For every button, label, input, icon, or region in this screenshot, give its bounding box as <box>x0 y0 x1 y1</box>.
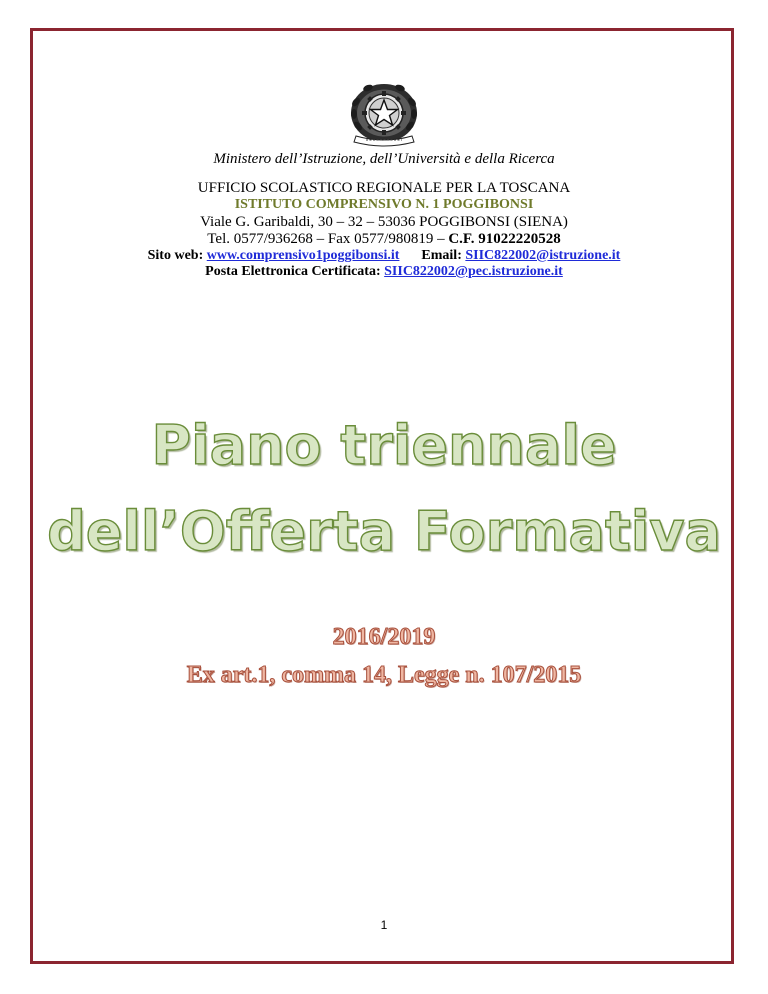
law-reference: Ex art.1, comma 14, Legge n. 107/2015 <box>186 662 582 688</box>
document-title-line-1: Piano triennale <box>151 414 617 477</box>
regional-office: UFFICIO SCOLASTICO REGIONALE PER LA TOSCANA <box>197 180 571 196</box>
document-years: 2016/2019 <box>332 624 436 650</box>
institute-name: ISTITUTO COMPRENSIVO N. 1 POGGIBONSI <box>234 197 534 212</box>
document-title-line-2: dell’Offerta Formativa <box>47 500 721 563</box>
ministry-name: Ministero dell’Istruzione, dell’Università e della Ricerca <box>213 151 555 167</box>
website-email-line <box>0 248 768 264</box>
contact-phone-line <box>0 231 768 248</box>
pec-label: Posta Elettronica Certificata: <box>205 264 385 279</box>
email-link[interactable]: SIIC822002@istruzione.it <box>465 248 621 263</box>
tax-code: C.F. 91022220528 <box>448 231 561 247</box>
pec-link[interactable]: SIIC822002@pec.istruzione.it <box>384 264 563 279</box>
website-link[interactable]: www.comprensivo1poggibonsi.it <box>206 248 400 263</box>
phone-fax: Tel. 0577/936268 – Fax 0577/980819 – <box>207 231 449 247</box>
italian-republic-emblem-icon <box>344 80 424 148</box>
website-label: Sito web: <box>147 248 207 263</box>
page-number: 1 <box>380 918 388 932</box>
pec-line <box>0 264 768 280</box>
email-label: Email: <box>421 248 466 263</box>
institute-address: Viale G. Garibaldi, 30 – 32 – 53036 POGGIBONSI (SIENA) <box>200 214 568 230</box>
page-border <box>30 28 734 964</box>
